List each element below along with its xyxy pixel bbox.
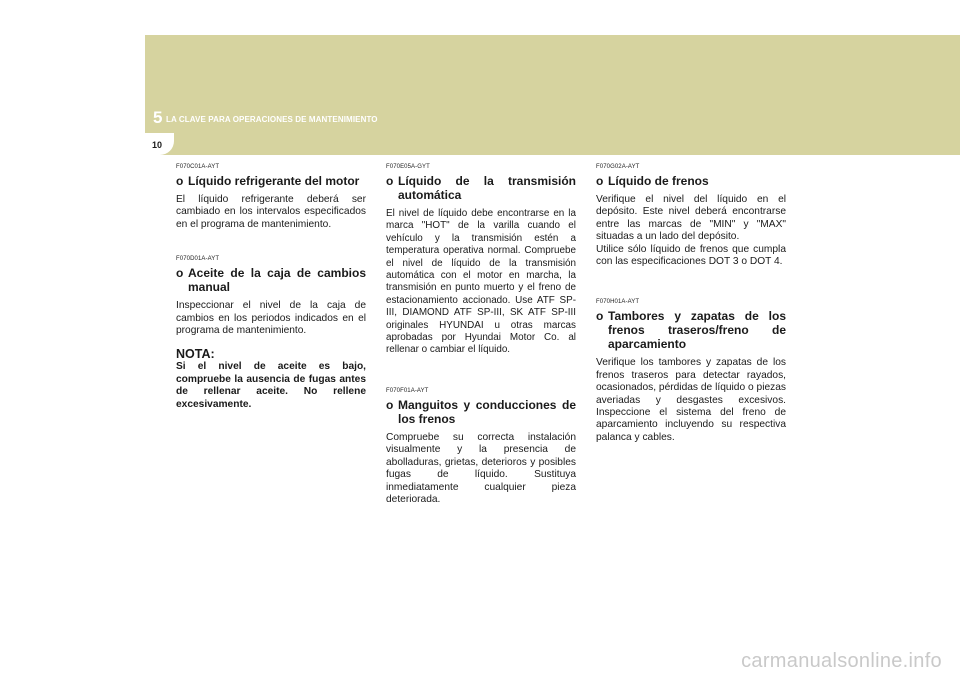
section-heading bbox=[596, 174, 786, 188]
bullet-icon: o bbox=[176, 174, 184, 188]
bullet-icon: o bbox=[386, 174, 394, 188]
section-body: Compruebe su correcta instalación visualmente y la presencia de abolladuras, grietas, deterioros y posibles fugas de líquido. Sustituya inmediatamente cualquier pieza deteriorada. bbox=[386, 431, 576, 505]
section-title: Líquido de la transmisión automática bbox=[398, 174, 576, 202]
section-body: Verifique el nivel del líquido en el depósito. Este nivel deberá encontrarse entre las marcas de "MIN" y "MAX" situadas a un lado del depósito. bbox=[596, 194, 786, 243]
bullet-icon: o bbox=[596, 174, 604, 188]
section-code: F070C01A-AYT bbox=[176, 164, 220, 170]
section-heading bbox=[596, 309, 786, 351]
column-right bbox=[596, 163, 786, 472]
section-rear-drums bbox=[596, 298, 786, 444]
section-title: Líquido refrigerante del motor bbox=[188, 174, 360, 188]
section-title: Tambores y zapatas de los frenos traseros/freno de aparcamiento bbox=[608, 309, 786, 352]
section-brake-hoses bbox=[386, 387, 576, 506]
column-left bbox=[176, 163, 366, 439]
section-auto-transmission bbox=[386, 163, 576, 357]
chapter-number: 5 bbox=[153, 108, 163, 127]
section-body: Verifique los tambores y zapatas de los frenos traseros para detectar rayados, ocasionados, pérdidas de líquido o piezas averiadas y desgastes excesivos. Inspeccione el sistema del freno de aparcamiento incluyendo su respectiva palanca y cables. bbox=[596, 357, 786, 443]
section-heading bbox=[386, 398, 576, 426]
section-code: F070F01A-AYT bbox=[386, 387, 429, 394]
section-heading bbox=[176, 266, 366, 294]
section-coolant bbox=[176, 163, 366, 231]
section-body-extra: Utilice sólo líquido de frenos que cumpla con las especificaciones DOT 3 o DOT 4. bbox=[596, 243, 786, 268]
section-title: Líquido de frenos bbox=[608, 174, 709, 188]
section-code: F070D01A-AYT bbox=[176, 256, 220, 263]
section-title: Aceite de la caja de cambios manual bbox=[188, 266, 366, 295]
bullet-icon: o bbox=[176, 266, 184, 281]
section-body: El nivel de líquido debe encontrarse en la marca "HOT" de la varilla cuando el vehículo y la transmisión estén a temperatura operativa normal. Compruebe el nivel de líquido de la transmisión automática con el motor en marcha, la transmisión en punto muerto y el freno de estacionamiento accionado. Use ATF SP-III, DIAMOND ATF SP-III, SK ATF SP-III originales HYUNDAI u otras marcas aprobadas por Hyundai Motor Co. al rellenar o cambiar el líquido. bbox=[386, 208, 576, 356]
section-body: El líquido refrigerante deberá ser cambiado en los intervalos especificados en el programa de mantenimiento. bbox=[176, 194, 366, 230]
section-brake-fluid bbox=[596, 163, 786, 268]
column-middle bbox=[386, 163, 576, 534]
section-code: F070G02A-AYT bbox=[596, 164, 640, 170]
chapter-title: LA CLAVE PARA OPERACIONES DE MANTENIMIENTO bbox=[166, 115, 378, 124]
watermark: carmanualsonline.info bbox=[741, 650, 942, 672]
section-title: Manguitos y conducciones de los frenos bbox=[398, 397, 576, 426]
section-manual-gearbox bbox=[176, 255, 366, 411]
section-code: F070H01A-AYT bbox=[596, 299, 640, 306]
nota-title: NOTA: bbox=[176, 347, 215, 362]
bullet-icon: o bbox=[386, 397, 394, 412]
section-heading bbox=[386, 174, 576, 202]
nota-body: Si el nivel de aceite es bajo, compruebe la ausencia de fugas antes de rellenar aceite. No rellene excesivamente. bbox=[176, 361, 366, 410]
page-tab bbox=[140, 133, 960, 155]
page-number: 10 bbox=[152, 140, 163, 150]
section-code: F070E05A-GYT bbox=[386, 164, 430, 170]
section-body: Inspeccionar el nivel de la caja de cambios en los periodos indicados en el programa de mantenimiento. bbox=[176, 300, 366, 337]
section-heading bbox=[176, 174, 366, 188]
bullet-icon: o bbox=[596, 309, 604, 324]
